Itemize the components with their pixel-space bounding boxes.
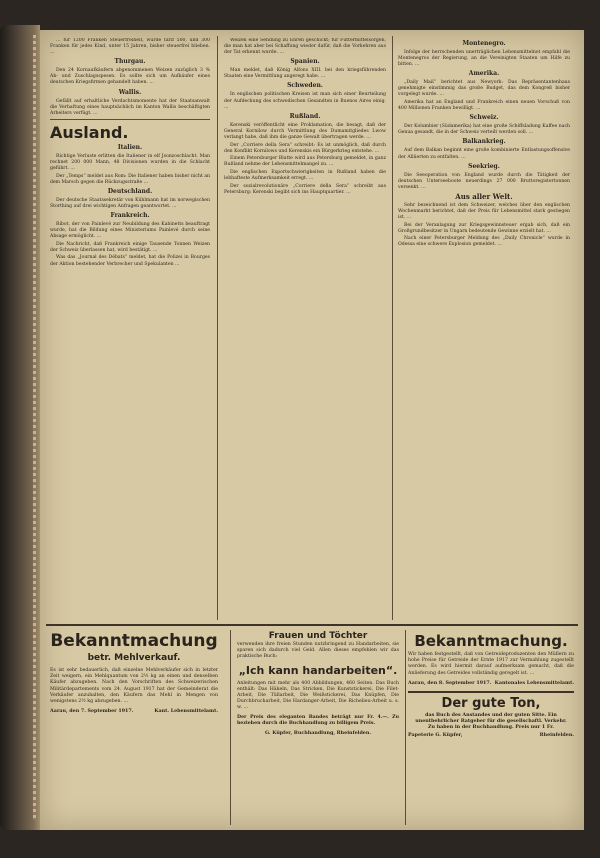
section-heading: Seekrieg. — [468, 162, 500, 170]
article-text: Richtige Verluste erlitten die Italiener in elf Jsonzoschlacht. Man rechnet 200 000 Mann, 48 Divisionen wurden in die Schlacht geführt. … — [50, 153, 210, 172]
article-text: Weizen eine Sendung zu Ehren geschickt; für Futtermittelsorgen, die man hat aber bei Schaffung wieder dafür, daß die Vorkehren aus der Tat erkennt wurde. … — [224, 38, 386, 56]
ad-guter-ton-subtitle-2: Zu haben in der Buchhandlung. Preis nur 1 Fr. — [428, 724, 554, 731]
article-text: „Daily Mail“ berichtet aus Newyork: Das Repräsentantenhaus genehmigte einstimmig das große Budget, das dem Kongreß bisher vorgelegt wurde. … — [398, 80, 570, 98]
ad-place-date: Aarau, den 7. September 1917. — [50, 708, 134, 715]
ad-signature-line — [408, 680, 574, 687]
page-edges — [33, 35, 36, 820]
ad-guter-ton-subtitle: das Buch des Anstandes und der guten Sitte. Ein unentbehrlicher Ratgeber für die gesellschaftl. Verkehr. — [415, 711, 567, 725]
article-text: Die Seeoperation von England wurde durch die Tätigkeit der deutschen Unterseeboote neuerdings 27 000 Bruttoregistertonnen versenkt. … — [398, 172, 570, 190]
column-rule — [217, 36, 218, 620]
article-text: Der sozialrevolutionäre „Corriere della Sera“ schreibt aus Petersburg: Kerenski begibt sich ins Hauptquartier. … — [224, 183, 386, 195]
section-heading: Italien. — [117, 143, 143, 151]
article-text: Kerenski veröffentlicht eine Proklamation, die besagt, daß der General Kornilow durch Vermittlung des Dumamitgliedes Lwow verlangt habe, daß ihm die ganze Gewalt übertragen werde. … — [224, 122, 386, 140]
article-text: Gefällt auf erhaltliche Verdachtsmomente hat der Staatsanwalt die Verhaftung eines hauptsächlich im Kanton Wallis beschäftigten Arbeiters verfügt. … — [50, 98, 210, 116]
ad-handarbeiten — [230, 630, 406, 825]
article-text: Was das „Journal des Débats“ meldet, hat die Polizei in Bourges der Aktion bestehender Verbrecher und Spekulanten … — [50, 255, 210, 267]
article-text: In englischen politischen Kreisen ist man sich einer Beurteilung der Aufdeckung des schwedischen Gesandten in Buenos Aires einig. … — [224, 92, 386, 110]
section-heading: Spanien. — [290, 58, 320, 66]
section-heading: Rußland. — [289, 112, 321, 120]
article-text: Ribot, der von Painlevé zur Neubildung des Kabinetts beauftragt wurde, hat die Bildung eines Ministeriums Painlevé durch seine Absage ermöglicht. … — [50, 222, 210, 240]
ad-text: Es ist sehr bedauerlich, daß einzelne Mehlverkäufer sich in letzter Zeit weigern, ein Mehlquantum von 2½ kg an einen und denselben Käufer abzugeben. Nach den Vorschriften des Schweizerischen Militärdepartements vom 24. August 1917 hat der Gemeinderat die Verkäufer anzuhalten, den Käufern das Mehl in Mengen von wenigstens 2½ kg abzugeben. … — [50, 668, 218, 705]
ads-divider — [46, 624, 578, 626]
section-heading: Deutschland. — [107, 187, 153, 195]
column-rule — [392, 36, 393, 620]
column-3 — [398, 38, 570, 620]
article-text: Sehr bezeichnend ist dem Schweizer, welches über den englischen Wochenmarkt berichtet, daß der Preis für Lebensmittel stark gestiegen ist. … — [398, 202, 570, 221]
ad-signature: G. Küpfer, Buchhandlung, Rheinfelden. — [264, 730, 372, 737]
book-binding — [0, 25, 40, 830]
article-text: Bei der Veranlagung zur Kriegsgewinnsteuer ergab sich, daß ein Großgrundbesitzer in Ungarn bedeutende Gewinne erzielt hat. … — [398, 222, 570, 234]
article-text: Man meldet, daß König Alfons XIII. bei den kriegsführenden Staaten eine Vermittlung angeregt habe. … — [224, 68, 386, 80]
article-text: Der Kolumbier (Südamerika) hat eine große Schiffsladung Kaffee nach Genua gesandt, die in der Schweiz verteilt werden soll. … — [398, 124, 570, 136]
article-text: Der „Temps“ meldet aus Rom: Die Italiener haben bisher nicht an dem Marsch gegen die Rückzugsstraße … — [50, 173, 210, 185]
ad-signature: Kant. Lebensmittelamt. — [154, 708, 218, 715]
ad-signature-line — [50, 708, 218, 715]
book-title: „Ich kann handarbeiten“. — [238, 663, 398, 677]
ad-footer-right: Rheinfelden. — [539, 732, 574, 739]
section-heading: Wallis. — [118, 88, 142, 96]
ad-place-date: Aarau, den 8. September 1917. — [408, 679, 492, 686]
ausland-heading: Ausland. — [50, 122, 129, 142]
ad-title: Frauen und Töchter — [268, 631, 368, 641]
divider — [50, 119, 210, 120]
section-heading: Frankreich. — [110, 212, 150, 219]
article-text: Der deutsche Staatssekretär von Kühlmann hat im norwegischen Storthing auf drei wichtigen Anfragen geantwortet. … — [50, 197, 210, 209]
ad-guter-ton-title: Der gute Ton, — [408, 691, 574, 712]
ad-mehlverkauf — [50, 630, 218, 825]
ad-footer-left: Papeterie G. Küpfer, — [408, 732, 463, 739]
article-text: Die Nachricht, daß Frankreich einige Tausende Tonnen Weizen der Schweiz überlassen hat, wird bestätigt. … — [50, 241, 210, 253]
column-1 — [50, 38, 210, 620]
article-text: Die englischen Exportschwierigkeiten in Rußland haben die lebhafteste Aufmerksamkeit erregt. … — [224, 169, 386, 181]
section-heading: Schweiz. — [469, 114, 499, 122]
ad-signature: Kantonales Lebensmittelamt. — [494, 679, 574, 686]
section-heading: Amerika. — [468, 70, 500, 78]
ad-bekanntmachung-right — [408, 630, 574, 825]
article-text: Nach einer Petersburger Meldung des „Daily Chronicle“ wurde in Odessa eine schwere Explosion gemeldet. … — [398, 236, 570, 248]
section-heading: Aus aller Welt. — [455, 191, 513, 201]
section-heading: Thurgau. — [114, 58, 146, 66]
ad-title: Bekanntmachung. — [414, 632, 568, 650]
article-text: … für 1200 Franken Steuerfreiheit, wurde tarif 500, und 300 Franken für jedes Kind, unter 15 Jahren, bisher steuerfrei blieben. … — [50, 38, 210, 56]
ad-subtitle: betr. Mehlverkauf. — [87, 653, 181, 663]
section-heading: Schweden. — [287, 82, 323, 90]
section-heading: Montenegro. — [462, 40, 506, 47]
article-text: Der „Corriere della Sera“ schreibt: Es ist unmöglich, daß durch den Konflikt Kornilows und Kerenskis ein Bürgerkrieg entstehe. … — [224, 142, 386, 154]
newspaper-page — [40, 30, 584, 830]
section-heading: Balkankrieg. — [462, 138, 506, 146]
column-2 — [224, 38, 386, 620]
ad-title: Bekanntmachung — [50, 631, 218, 651]
ad-text: Anleitungen mit mehr als 400 Abbildungen, 460 Seiten. Das Buch enthält: Das Häkeln, Das Stricken, Die Kunststickerei, Die Filet-Arbeit, Die Tüllarbeit, Die Weißstickerei, Das Knüpfen, Die Durchbrucharbeit, Die Hardanger-Arbeit, Die Richelieu-Arbeit u. s. w. … — [237, 680, 399, 711]
ad-text: Wir haben festgestellt, daß von Getreideproduzenten den Müllern zu hohe Preise für Getreide der Ernte 1917 zur Vermahlung zugestellt werden. Es wird hiermit darauf aufmerksam gemacht, daß die Anlieferung des Getreides vollständig geregelt ist. … — [408, 652, 574, 676]
article-text: Infolge der herrschenden unerträglichen Lebensmittelnot empfahl die Montenegros der Regierung, an die Vereinigten Staaten um Hilfe zu bitten. … — [398, 50, 570, 68]
article-text: Einem Petersburger Blatte wird aus Petersburg gemeldet, in ganz Rußland nehme der Lebensmittelmangel zu. … — [224, 156, 386, 168]
article-text: Amerika hat an England und Frankreich einen neuen Vorschuß von 400 Millionen Franken bewilligt. … — [398, 100, 570, 112]
article-text: Den 24 Kornaufkäufern abgenommenen Weizen zuzüglich 3 % Ab- und Zuschlagsspesen. Es sollte sich um Aufkäufer eines deutschen Kriegsfirmen gehandelt haben. … — [50, 68, 210, 86]
ad-text: verwenden ihre freien Stunden nutzbringend zu Handarbeiten, sie sparen sich dadurch viel Geld. Allen dieses empfehlen wir das praktische Buch: — [237, 642, 399, 660]
ad-price: Der Preis des eleganten Bandes beträgt nur Fr. 4.—. Zu beziehen durch die Buchhandlung zu billigem Preis. — [237, 714, 399, 726]
article-text: Auf dem Balkan beginnt eine große kombinierte Entlastungsoffensive der Alliierten zu entfalten. … — [398, 148, 570, 160]
ad-guter-ton-footer — [408, 732, 574, 739]
